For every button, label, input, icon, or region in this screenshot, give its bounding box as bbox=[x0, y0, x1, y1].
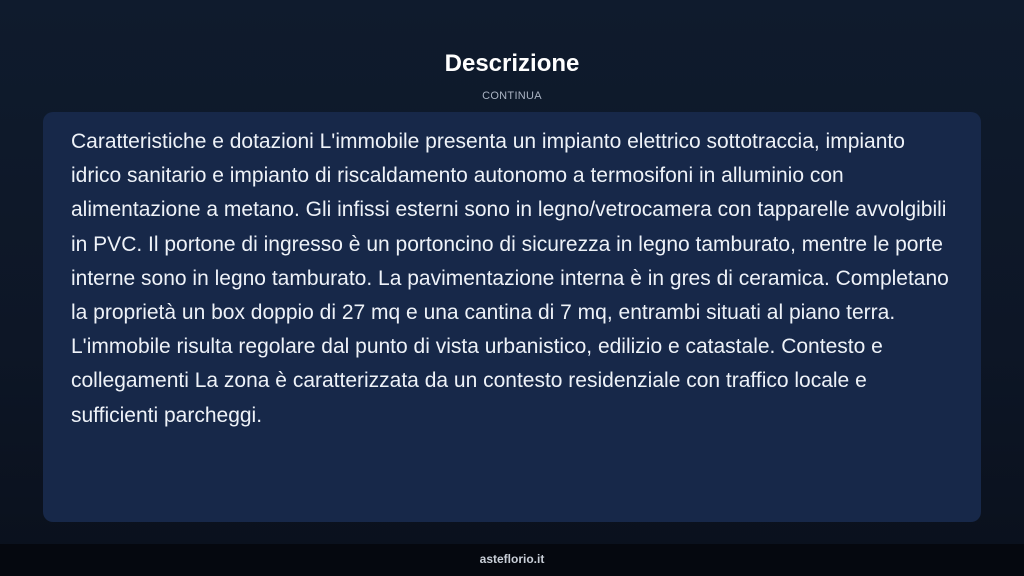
description-text: Caratteristiche e dotazioni L'immobile presenta un impianto elettrico sottotraccia, impianto idrico sanitario e impianto di riscaldamento autonomo a termosifoni in alluminio con alimentazione a metano. Gli infissi esterni sono in legno/vetrocamera con tapparelle avvolgibili in PVC. Il portone di ingresso è un portoncino di sicurezza in legno tamburato, mentre le porte interne sono in legno tamburato. La pavimentazione interna è in gres di ceramica. Completano la proprietà un box doppio di 27 mq e una cantina di 7 mq, entrambi situati al piano terra. L'immobile risulta regolare dal punto di vista urbanistico, edilizio e catastale. Contesto e collegamenti La zona è caratterizzata da un contesto residenziale con traffico locale e sufficienti parcheggi. bbox=[71, 130, 949, 427]
page-title: Descrizione bbox=[444, 50, 580, 77]
footer-site-label: asteflorio.it bbox=[479, 552, 545, 566]
description-card bbox=[43, 112, 981, 522]
continue-label: CONTINUA bbox=[482, 90, 542, 102]
